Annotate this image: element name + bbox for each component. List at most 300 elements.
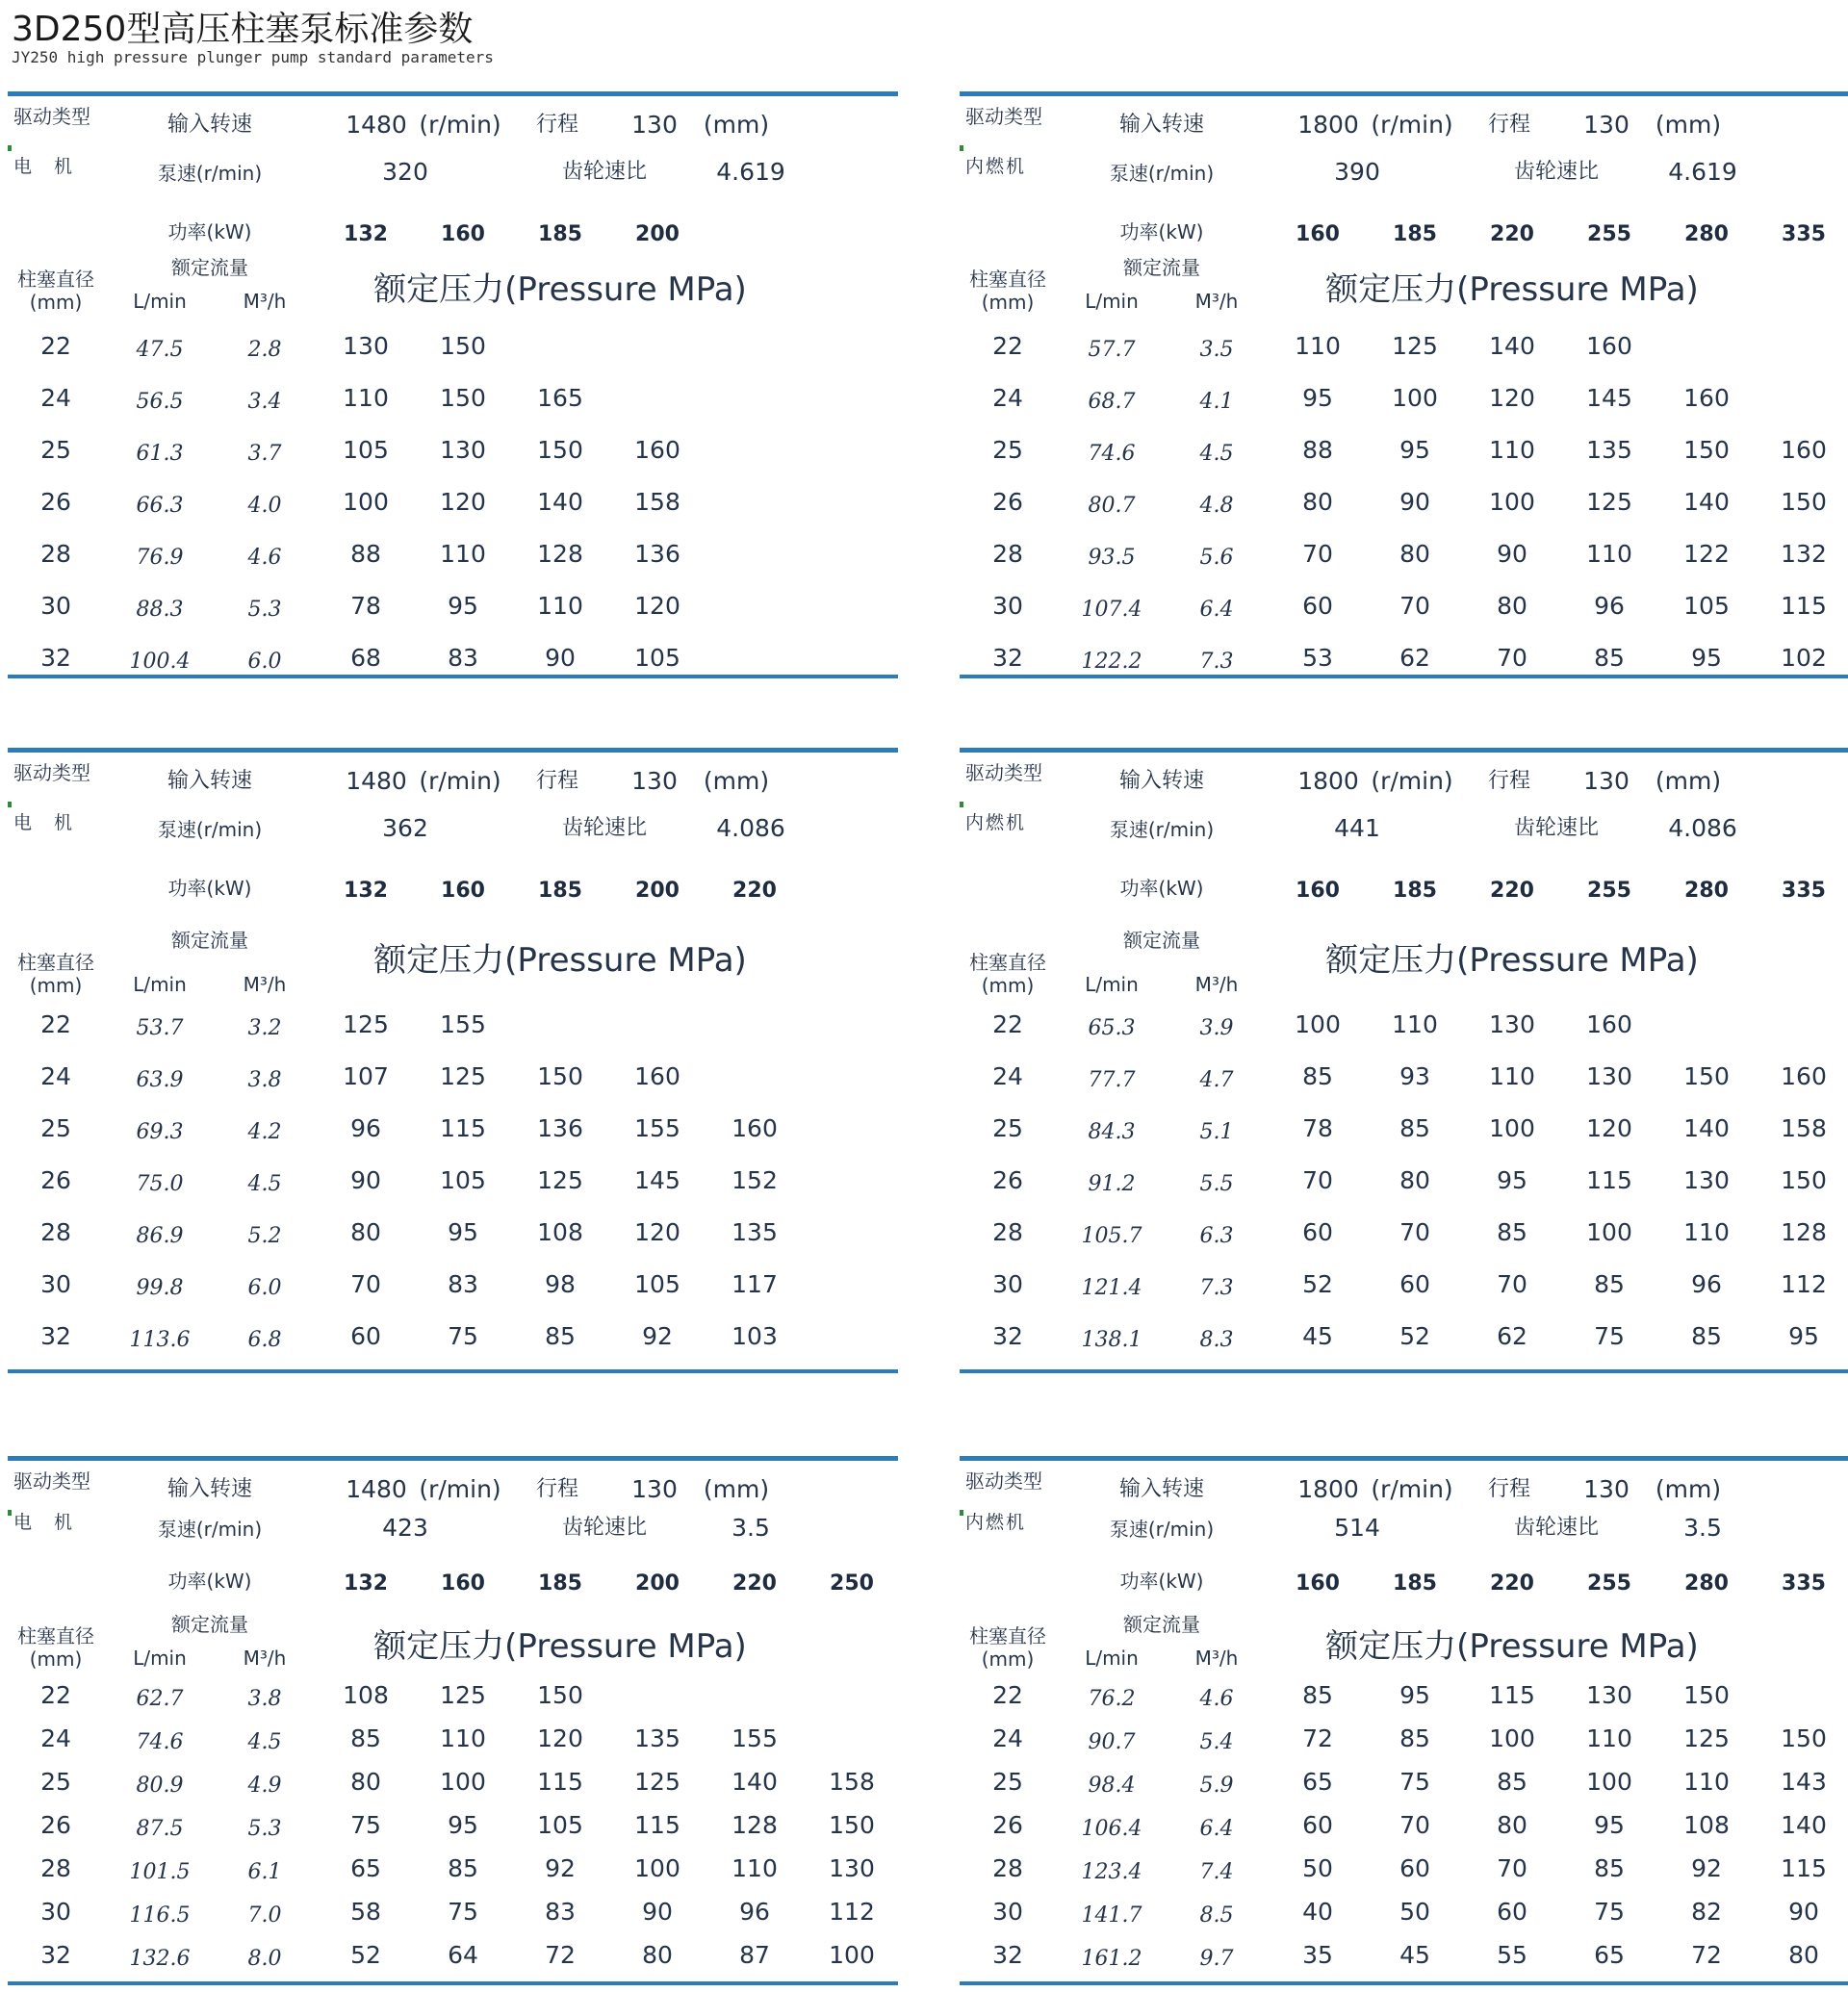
pressure-cell: 92: [642, 1322, 673, 1350]
stroke-label: 行程: [535, 1477, 579, 1501]
pressure-cell: 90: [545, 644, 576, 672]
input-speed-value: 1800: [1297, 1475, 1359, 1503]
pressure-cell: 158: [1781, 1114, 1827, 1142]
flow-lmin-cell: 90.7: [1088, 1730, 1136, 1754]
pressure-cell: 130: [829, 1854, 875, 1882]
pressure-cell: 70: [1399, 592, 1430, 620]
pressure-cell: 60: [350, 1322, 381, 1350]
pressure-cell: 140: [1683, 1114, 1730, 1142]
pressure-cell: 110: [1586, 1724, 1632, 1752]
pressure-cell: 160: [1781, 436, 1827, 464]
power-value: 335: [1782, 1571, 1826, 1596]
flow-lmin-cell: 141.7: [1081, 1903, 1142, 1928]
flow-m3h-cell: 4.1: [1199, 390, 1234, 414]
stroke-label: 行程: [1487, 1477, 1531, 1501]
pressure-cell: 140: [1683, 488, 1730, 516]
lmin-label: L/min: [1085, 1647, 1139, 1670]
plunger-diameter-cell: 26: [992, 1811, 1023, 1839]
power-value: 160: [1296, 879, 1340, 903]
drive-type-value: 内燃机: [965, 156, 1027, 177]
pressure-cell: 145: [634, 1166, 680, 1194]
pressure-cell: 150: [440, 384, 486, 412]
plunger-diameter-cell: 30: [992, 1270, 1023, 1298]
flow-lmin-cell: 113.6: [129, 1328, 191, 1352]
flow-lmin-cell: 99.8: [136, 1276, 184, 1300]
flow-m3h-cell: 4.2: [247, 1120, 282, 1144]
flow-m3h-cell: 3.5: [1199, 338, 1234, 362]
pressure-cell: 135: [634, 1724, 680, 1752]
pressure-cell: 143: [1781, 1768, 1827, 1796]
pressure-cell: 96: [1594, 592, 1625, 620]
top-rule: [960, 91, 1848, 96]
power-label: 功率(kW): [1119, 220, 1204, 243]
plunger-diameter-cell: 32: [992, 1941, 1023, 1969]
flow-m3h-cell: 6.0: [247, 650, 282, 674]
pressure-cell: 65: [1302, 1768, 1333, 1796]
pressure-cell: 165: [537, 384, 583, 412]
pressure-cell: 150: [1781, 488, 1827, 516]
pressure-cell: 150: [1683, 436, 1730, 464]
power-value: 220: [732, 879, 777, 903]
gear-ratio-label: 齿轮速比: [561, 816, 648, 840]
pressure-cell: 95: [1691, 644, 1722, 672]
power-value: 220: [1490, 1571, 1534, 1596]
pressure-cell: 152: [732, 1166, 778, 1194]
plunger-diameter-cell: 26: [40, 1811, 71, 1839]
pressure-cell: 85: [1302, 1062, 1333, 1090]
pressure-cell: 85: [1302, 1681, 1333, 1709]
pressure-cell: 128: [732, 1811, 778, 1839]
flow-m3h-cell: 5.5: [1199, 1172, 1234, 1196]
pressure-cell: 80: [1399, 1166, 1430, 1194]
drive-type-value: 电 机: [13, 1512, 75, 1533]
flow-lmin-cell: 122.2: [1081, 650, 1142, 674]
pressure-cell: 130: [1489, 1010, 1535, 1038]
pressure-cell: 115: [1781, 1854, 1827, 1882]
pressure-cell: 60: [1399, 1270, 1430, 1298]
pressure-cell: 80: [1399, 540, 1430, 568]
pressure-cell: 140: [1781, 1811, 1827, 1839]
flow-m3h-cell: 5.1: [1199, 1120, 1234, 1144]
pressure-cell: 83: [448, 644, 478, 672]
pressure-cell: 102: [1781, 644, 1827, 672]
pressure-cell: 45: [1302, 1322, 1333, 1350]
pressure-cell: 136: [634, 540, 680, 568]
mm-label: (mm): [29, 1647, 83, 1671]
drive-type-value: 内燃机: [965, 812, 1027, 833]
flow-m3h-cell: 5.4: [1199, 1730, 1234, 1754]
input-speed-value: 1800: [1297, 111, 1359, 139]
plunger-diameter-cell: 24: [992, 384, 1023, 412]
plunger-diameter-label: 柱塞直径: [17, 268, 94, 291]
pressure-cell: 105: [634, 644, 680, 672]
plunger-diameter-cell: 30: [992, 592, 1023, 620]
input-speed-unit: (r/min): [419, 1475, 501, 1503]
input-speed-unit: (r/min): [1371, 1475, 1453, 1503]
power-label: 功率(kW): [167, 220, 252, 243]
pressure-cell: 70: [1302, 540, 1333, 568]
power-value: 185: [538, 879, 582, 903]
stroke-label: 行程: [1487, 113, 1531, 137]
top-rule: [8, 748, 898, 753]
pressure-cell: 60: [1497, 1898, 1527, 1926]
plunger-diameter-cell: 32: [40, 1322, 71, 1350]
pressure-cell: 75: [1594, 1322, 1625, 1350]
plunger-diameter-label: 柱塞直径: [969, 1624, 1046, 1647]
pressure-cell: 85: [1399, 1724, 1430, 1752]
power-value: 185: [538, 1571, 582, 1596]
power-value: 255: [1587, 1571, 1631, 1596]
pressure-cell: 130: [343, 332, 389, 360]
flow-lmin-cell: 63.9: [136, 1068, 184, 1092]
pressure-cell: 150: [1683, 1062, 1730, 1090]
power-value: 200: [635, 1571, 680, 1596]
pressure-cell: 130: [1586, 1681, 1632, 1709]
pressure-cell: 108: [537, 1218, 583, 1246]
plunger-diameter-cell: 26: [992, 1166, 1023, 1194]
pressure-cell: 95: [1788, 1322, 1819, 1350]
power-label: 功率(kW): [1119, 1570, 1204, 1593]
pressure-cell: 140: [732, 1768, 778, 1796]
input-speed-label: 输入转速: [167, 1477, 253, 1501]
marker-tick: [960, 1510, 963, 1516]
flow-lmin-cell: 80.7: [1088, 494, 1136, 518]
power-value: 255: [1587, 222, 1631, 246]
pressure-cell: 70: [1497, 644, 1527, 672]
rated-pressure-title: 额定压力(Pressure MPa): [1325, 270, 1699, 309]
pressure-cell: 45: [1399, 1941, 1430, 1969]
pressure-cell: 160: [732, 1114, 778, 1142]
mm-label: (mm): [981, 1647, 1035, 1671]
pressure-cell: 82: [1691, 1898, 1722, 1926]
top-rule: [8, 1456, 898, 1461]
pressure-cell: 85: [545, 1322, 576, 1350]
pressure-cell: 95: [1594, 1811, 1625, 1839]
power-label: 功率(kW): [167, 877, 252, 900]
input-speed-label: 输入转速: [1118, 1477, 1205, 1501]
flow-lmin-cell: 91.2: [1088, 1172, 1136, 1196]
flow-lmin-cell: 116.5: [129, 1903, 191, 1928]
power-value: 160: [441, 879, 485, 903]
pressure-cell: 90: [350, 1166, 381, 1194]
pressure-cell: 92: [545, 1854, 576, 1882]
plunger-diameter-cell: 22: [992, 332, 1023, 360]
plunger-diameter-cell: 24: [992, 1062, 1023, 1090]
mm-label: (mm): [981, 974, 1035, 997]
pump-speed-label: 泵速(r/min): [1109, 162, 1215, 185]
pressure-cell: 125: [440, 1062, 486, 1090]
pressure-cell: 110: [1683, 1218, 1730, 1246]
stroke-value: 130: [1583, 767, 1630, 795]
flow-m3h-cell: 3.8: [247, 1068, 282, 1092]
pressure-cell: 70: [1302, 1166, 1333, 1194]
stroke-unit: (mm): [1655, 767, 1722, 795]
flow-lmin-cell: 138.1: [1081, 1328, 1142, 1352]
gear-ratio-label: 齿轮速比: [561, 160, 648, 184]
drive-type-label: 驱动类型: [965, 761, 1042, 784]
pressure-cell: 110: [732, 1854, 778, 1882]
input-speed-value: 1480: [346, 111, 407, 139]
stroke-label: 行程: [535, 113, 579, 137]
pressure-cell: 125: [1586, 488, 1632, 516]
plunger-diameter-cell: 30: [992, 1898, 1023, 1926]
pressure-cell: 105: [440, 1166, 486, 1194]
flow-m3h-cell: 5.3: [247, 1817, 282, 1841]
stroke-value: 130: [1583, 1475, 1630, 1503]
stroke-unit: (mm): [703, 1475, 770, 1503]
pressure-cell: 85: [1399, 1114, 1430, 1142]
flow-m3h-cell: 3.7: [247, 442, 282, 466]
pressure-cell: 80: [1788, 1941, 1819, 1969]
pressure-cell: 128: [537, 540, 583, 568]
pressure-cell: 75: [448, 1898, 478, 1926]
stroke-label: 行程: [1487, 769, 1531, 793]
pump-speed-label: 泵速(r/min): [1109, 1518, 1215, 1541]
power-value: 185: [1393, 222, 1437, 246]
pressure-cell: 120: [1586, 1114, 1632, 1142]
pressure-cell: 110: [1489, 1062, 1535, 1090]
lmin-label: L/min: [133, 290, 187, 313]
pressure-cell: 132: [1781, 540, 1827, 568]
drive-type-label: 驱动类型: [13, 105, 90, 128]
input-speed-label: 输入转速: [167, 113, 253, 137]
flow-lmin-cell: 75.0: [136, 1172, 184, 1196]
flow-lmin-cell: 87.5: [136, 1817, 184, 1841]
power-value: 280: [1684, 1571, 1729, 1596]
flow-m3h-cell: 2.8: [247, 338, 282, 362]
flow-m3h-cell: 4.9: [247, 1774, 282, 1798]
pressure-cell: 52: [1399, 1322, 1430, 1350]
flow-lmin-cell: 74.6: [136, 1730, 184, 1754]
plunger-diameter-cell: 28: [40, 1854, 71, 1882]
pressure-cell: 100: [1586, 1768, 1632, 1796]
pressure-cell: 140: [1489, 332, 1535, 360]
pressure-cell: 68: [350, 644, 381, 672]
drive-type-label: 驱动类型: [965, 105, 1042, 128]
power-value: 335: [1782, 879, 1826, 903]
m3h-label: M³/h: [243, 290, 287, 313]
pressure-cell: 40: [1302, 1898, 1333, 1926]
pressure-cell: 125: [634, 1768, 680, 1796]
drive-type-label: 驱动类型: [13, 761, 90, 784]
stroke-value: 130: [631, 111, 678, 139]
flow-lmin-cell: 121.4: [1081, 1276, 1142, 1300]
pressure-cell: 100: [1489, 1114, 1535, 1142]
pressure-cell: 115: [634, 1811, 680, 1839]
plunger-diameter-cell: 22: [40, 1681, 71, 1709]
rated-pressure-title: 额定压力(Pressure MPa): [1325, 941, 1699, 980]
pressure-cell: 110: [440, 1724, 486, 1752]
spec-panel: [960, 1456, 1848, 1987]
plunger-diameter-cell: 25: [40, 436, 71, 464]
flow-m3h-cell: 5.3: [247, 598, 282, 622]
mm-label: (mm): [29, 974, 83, 997]
gear-ratio-value: 4.086: [716, 814, 785, 842]
pressure-cell: 58: [350, 1898, 381, 1926]
flow-m3h-cell: 7.3: [1199, 650, 1234, 674]
plunger-diameter-cell: 25: [40, 1768, 71, 1796]
flow-lmin-cell: 53.7: [136, 1016, 184, 1040]
pressure-cell: 150: [1683, 1681, 1730, 1709]
rated-flow-label: 额定流量: [1123, 1613, 1200, 1636]
pressure-cell: 130: [440, 436, 486, 464]
pressure-cell: 120: [440, 488, 486, 516]
power-value: 255: [1587, 879, 1631, 903]
marker-tick: [8, 802, 12, 807]
gear-ratio-value: 4.619: [1668, 158, 1737, 186]
gear-ratio-label: 齿轮速比: [1513, 1516, 1600, 1540]
input-speed-value: 1480: [346, 767, 407, 795]
pressure-cell: 122: [1683, 540, 1730, 568]
flow-m3h-cell: 7.3: [1199, 1276, 1234, 1300]
plunger-diameter-label: 柱塞直径: [969, 268, 1046, 291]
power-value: 220: [1490, 222, 1534, 246]
input-speed-unit: (r/min): [419, 111, 501, 139]
stroke-unit: (mm): [703, 111, 770, 139]
pressure-cell: 75: [448, 1322, 478, 1350]
flow-lmin-cell: 76.2: [1088, 1687, 1136, 1711]
pump-speed-value: 390: [1334, 158, 1380, 186]
pressure-cell: 105: [1683, 592, 1730, 620]
marker-tick: [8, 145, 12, 151]
plunger-diameter-cell: 22: [992, 1010, 1023, 1038]
pressure-cell: 115: [1781, 592, 1827, 620]
pressure-cell: 50: [1399, 1898, 1430, 1926]
drive-type-value: 内燃机: [965, 1512, 1027, 1533]
flow-m3h-cell: 3.8: [247, 1687, 282, 1711]
pressure-cell: 95: [1497, 1166, 1527, 1194]
drive-type-value: 电 机: [13, 812, 75, 833]
plunger-diameter-cell: 28: [992, 1854, 1023, 1882]
flow-m3h-cell: 5.6: [1199, 546, 1234, 570]
pressure-cell: 155: [732, 1724, 778, 1752]
plunger-diameter-cell: 22: [40, 1010, 71, 1038]
pressure-cell: 160: [634, 1062, 680, 1090]
pressure-cell: 158: [829, 1768, 875, 1796]
pressure-cell: 95: [448, 1218, 478, 1246]
pressure-cell: 160: [1586, 332, 1632, 360]
flow-m3h-cell: 4.0: [247, 494, 282, 518]
pressure-cell: 135: [1586, 436, 1632, 464]
rated-flow-label: 额定流量: [1123, 256, 1200, 279]
pressure-cell: 100: [1295, 1010, 1341, 1038]
lmin-label: L/min: [1085, 290, 1139, 313]
flow-m3h-cell: 6.4: [1199, 598, 1234, 622]
flow-lmin-cell: 62.7: [136, 1687, 184, 1711]
pressure-cell: 110: [1392, 1010, 1438, 1038]
pressure-cell: 136: [537, 1114, 583, 1142]
rated-pressure-title: 额定压力(Pressure MPa): [373, 941, 747, 980]
pressure-cell: 65: [350, 1854, 381, 1882]
pressure-cell: 95: [1399, 1681, 1430, 1709]
pressure-cell: 95: [448, 1811, 478, 1839]
flow-lmin-cell: 84.3: [1088, 1120, 1136, 1144]
flow-lmin-cell: 68.7: [1088, 390, 1136, 414]
top-rule: [960, 1456, 1848, 1461]
spec-panel: [8, 91, 898, 680]
rated-pressure-title: 额定压力(Pressure MPa): [373, 270, 747, 309]
plunger-diameter-cell: 30: [40, 592, 71, 620]
plunger-diameter-label: 柱塞直径: [969, 951, 1046, 974]
pressure-cell: 64: [448, 1941, 478, 1969]
pressure-cell: 72: [1691, 1941, 1722, 1969]
flow-lmin-cell: 57.7: [1088, 338, 1136, 362]
flow-m3h-cell: 7.0: [247, 1903, 282, 1928]
pressure-cell: 96: [1691, 1270, 1722, 1298]
flow-lmin-cell: 66.3: [136, 494, 184, 518]
rated-pressure-title: 额定压力(Pressure MPa): [1325, 1627, 1699, 1666]
gear-ratio-value: 4.086: [1668, 814, 1737, 842]
plunger-diameter-label: 柱塞直径: [17, 951, 94, 974]
pump-speed-value: 441: [1334, 814, 1380, 842]
pressure-cell: 75: [1399, 1768, 1430, 1796]
plunger-diameter-cell: 24: [992, 1724, 1023, 1752]
bottom-rule: [960, 675, 1848, 678]
plunger-diameter-label: 柱塞直径: [17, 1624, 94, 1647]
pressure-cell: 100: [1586, 1218, 1632, 1246]
pressure-cell: 100: [829, 1941, 875, 1969]
pressure-cell: 96: [350, 1114, 381, 1142]
lmin-label: L/min: [133, 1647, 187, 1670]
plunger-diameter-cell: 25: [992, 436, 1023, 464]
pressure-cell: 120: [634, 1218, 680, 1246]
flow-lmin-cell: 132.6: [129, 1947, 191, 1971]
plunger-diameter-cell: 32: [40, 644, 71, 672]
gear-ratio-label: 齿轮速比: [1513, 160, 1600, 184]
power-value: 200: [635, 879, 680, 903]
pressure-cell: 70: [1497, 1270, 1527, 1298]
flow-lmin-cell: 107.4: [1081, 598, 1142, 622]
pressure-cell: 155: [440, 1010, 486, 1038]
pressure-cell: 60: [1302, 592, 1333, 620]
pressure-cell: 125: [1392, 332, 1438, 360]
top-rule: [8, 91, 898, 96]
power-value: 160: [441, 1571, 485, 1596]
pressure-cell: 130: [1586, 1062, 1632, 1090]
input-speed-unit: (r/min): [1371, 111, 1453, 139]
pressure-cell: 107: [343, 1062, 389, 1090]
pressure-cell: 80: [1497, 592, 1527, 620]
pressure-cell: 85: [1594, 644, 1625, 672]
rated-flow-label: 额定流量: [1123, 929, 1200, 952]
flow-m3h-cell: 4.8: [1199, 494, 1234, 518]
pressure-cell: 62: [1497, 1322, 1527, 1350]
flow-m3h-cell: 4.5: [247, 1172, 282, 1196]
pressure-cell: 83: [545, 1898, 576, 1926]
plunger-diameter-cell: 28: [40, 1218, 71, 1246]
pump-speed-label: 泵速(r/min): [157, 818, 263, 841]
pressure-cell: 160: [1586, 1010, 1632, 1038]
m3h-label: M³/h: [243, 1647, 287, 1670]
pressure-cell: 110: [440, 540, 486, 568]
pressure-cell: 72: [1302, 1724, 1333, 1752]
pressure-cell: 35: [1302, 1941, 1333, 1969]
gear-ratio-label: 齿轮速比: [1513, 816, 1600, 840]
pressure-cell: 115: [440, 1114, 486, 1142]
lmin-label: L/min: [1085, 973, 1139, 996]
pressure-cell: 85: [1497, 1768, 1527, 1796]
pressure-cell: 112: [1781, 1270, 1827, 1298]
pressure-cell: 105: [634, 1270, 680, 1298]
power-value: 280: [1684, 222, 1729, 246]
flow-lmin-cell: 105.7: [1081, 1224, 1142, 1248]
plunger-diameter-cell: 25: [992, 1768, 1023, 1796]
plunger-diameter-cell: 32: [992, 644, 1023, 672]
flow-lmin-cell: 100.4: [129, 650, 191, 674]
pressure-cell: 135: [732, 1218, 778, 1246]
flow-lmin-cell: 76.9: [136, 546, 184, 570]
pressure-cell: 80: [350, 1218, 381, 1246]
